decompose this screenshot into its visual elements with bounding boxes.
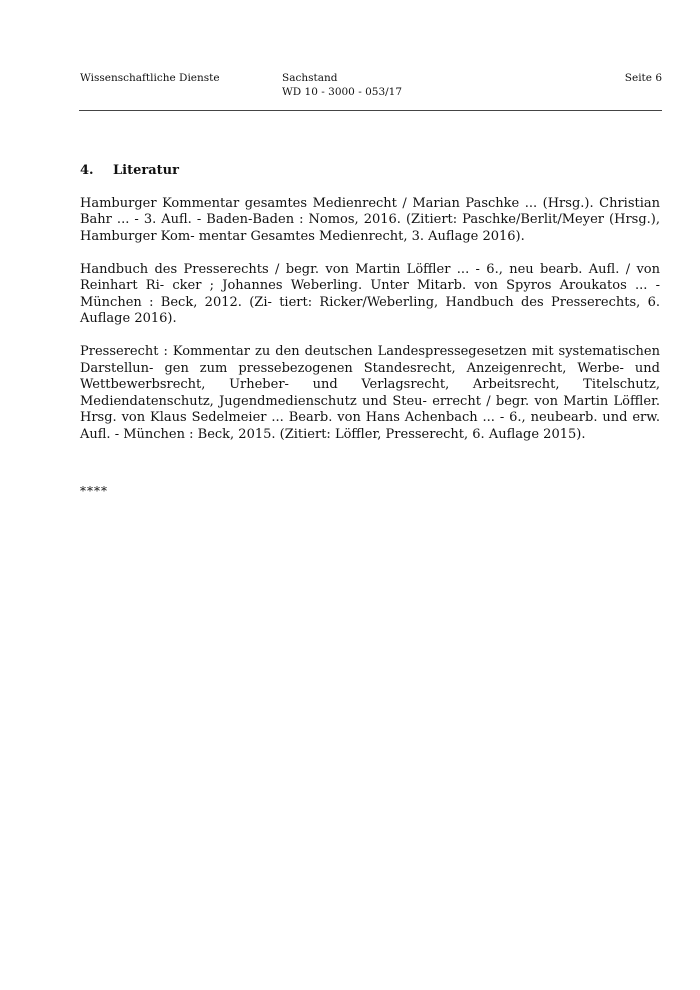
entry-line: 6., neubearb. und erw. Aufl. - München : Beck, 2015. (Zitiert: Löffler, Presserecht, 6. Auflage (80, 410, 660, 442)
end-of-document-mark: **** (80, 484, 108, 498)
section-number: 4. (80, 163, 94, 178)
bibliography-entry (80, 196, 660, 246)
entry-line: tiert: Ricker/Weberling, Handbuch des Presserechts, 6. Auflage 2016). (80, 294, 660, 326)
entry-line: Presserecht : Kommentar zu den deutschen Landespressegesetzen mit systematischen Darstellun- (80, 344, 660, 376)
entry-line: 2015). (543, 426, 586, 442)
section-heading (80, 163, 660, 180)
entry-line: 3. Aufl. - Baden-Baden : Nomos, 2016. (Zitiert: Paschke/Berlit/Meyer (Hrsg.), Hamburger Kom- (80, 212, 660, 244)
header-page-number: Seite 6 (624, 72, 662, 84)
bibliography-entry (80, 344, 660, 443)
entry-line: errecht / begr. von Martin Löffler. Hrsg. von Klaus Sedelmeier ... Bearb. von Hans Achenbach ... - (80, 393, 661, 425)
header-doc-number: WD 10 - 3000 - 053/17 (282, 86, 403, 98)
entry-line: cker ; Johannes Weberling. Unter Mitarb. von Spyros Aroukatos ... - München : Beck, 2012. (Zi- (80, 278, 661, 310)
entry-line: Handbuch des Presserechts / begr. von Martin Löffler ... - 6., neu bearb. Aufl. / von Reinhart Ri- (80, 261, 660, 293)
section-title: Literatur (113, 163, 179, 178)
page-content (80, 163, 660, 460)
entry-line: und Verlagsrecht, Arbeitsrecht, Titelschutz, Mediendatenschutz, Jugendmedienschutz und Steu- (80, 377, 660, 409)
bibliography-entry (80, 262, 660, 328)
header-document-info (282, 71, 402, 99)
header-doc-type: Sachstand (282, 72, 338, 84)
page-header (80, 71, 662, 111)
entry-line: gen zum pressebezogenen Standesrecht, Anzeigenrecht, Werbe- und Wettbewerbsrecht, Urheber- (80, 360, 661, 392)
header-organization: Wissenschaftliche Dienste (80, 72, 220, 84)
entry-line: Hamburger Kommentar gesamtes Medienrecht / Marian Paschke ... (Hrsg.). Christian Bahr ... - (80, 195, 660, 227)
entry-line: mentar Gesamtes Medienrecht, 3. Auflage 2016). (198, 228, 525, 244)
header-divider (79, 110, 662, 111)
